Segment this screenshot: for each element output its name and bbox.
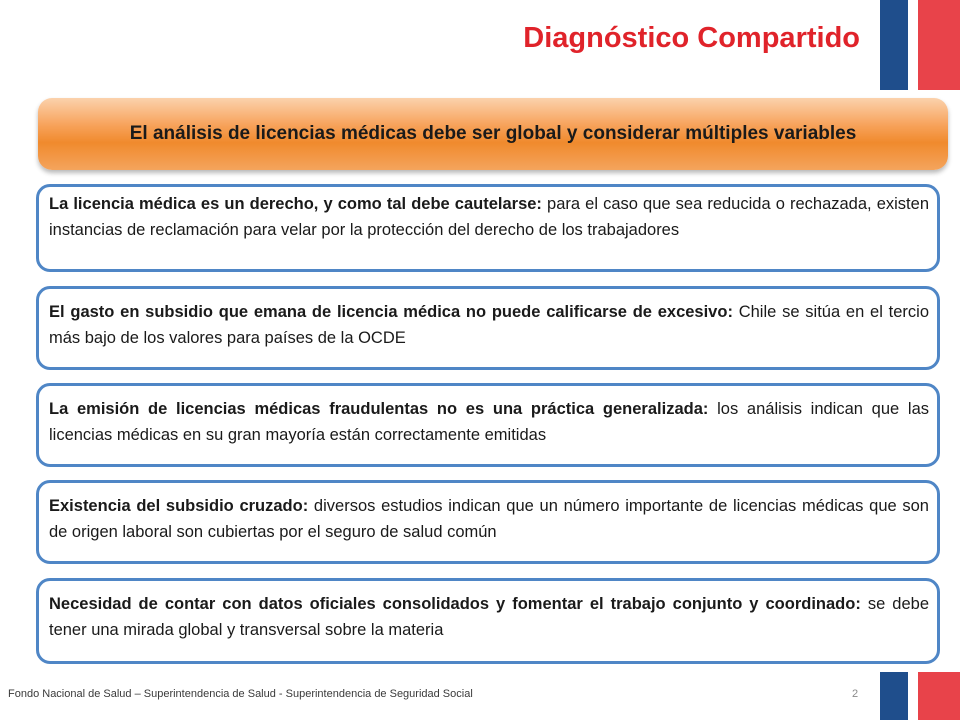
point-heading: La emisión de licencias médicas fraudulentas no es una práctica generalizada: [49,400,709,418]
banner-heading: El análisis de licencias médicas debe ser global y considerar múltiples variables [38,98,948,170]
flag-decoration-bottom [880,672,960,720]
page-number: 2 [852,688,859,700]
point-heading: El gasto en subsidio que emana de licencia médica no puede calificarse de excesivo: [49,303,733,321]
footer-text: Fondo Nacional de Salud – Superintendencia de Salud - Superintendencia de Seguridad Social [8,688,473,700]
point-box-1 [36,184,940,272]
slide-title: Diagnóstico Compartido [523,22,860,54]
point-heading: Existencia del subsidio cruzado: [49,497,309,515]
point-box-3 [36,383,940,467]
flag-blue-stripe [880,672,908,720]
flag-red-stripe [918,672,960,720]
flag-red-stripe [918,0,960,90]
flag-white-stripe [908,672,918,720]
flag-blue-stripe [880,0,908,90]
point-body: Chile se sitúa en el tercio más bajo de los valores para países de la OCDE [49,303,929,347]
point-body: diversos estudios indican que un número importante de licencias médicas que son de origen laboral son cubiertas por el seguro de salud común [49,497,929,541]
point-heading: La licencia médica es un derecho, y como tal debe cautelarse: [49,195,542,213]
point-body: para el caso que sea reducida o rechazada, existen instancias de reclamación para velar por la protección del derecho de los trabajadores [49,195,929,239]
point-box-4 [36,480,940,564]
flag-white-stripe [908,0,918,90]
point-box-2 [36,286,940,370]
point-body: los análisis indican que las licencias médicas en su gran mayoría están correctamente emitidas [49,400,930,444]
point-heading: Necesidad de contar con datos oficiales consolidados y fomentar el trabajo conjunto y coordinado: [49,595,861,613]
point-box-5 [36,578,940,664]
flag-decoration-top [880,0,960,90]
point-body: se debe tener una mirada global y transversal sobre la materia [49,595,929,639]
